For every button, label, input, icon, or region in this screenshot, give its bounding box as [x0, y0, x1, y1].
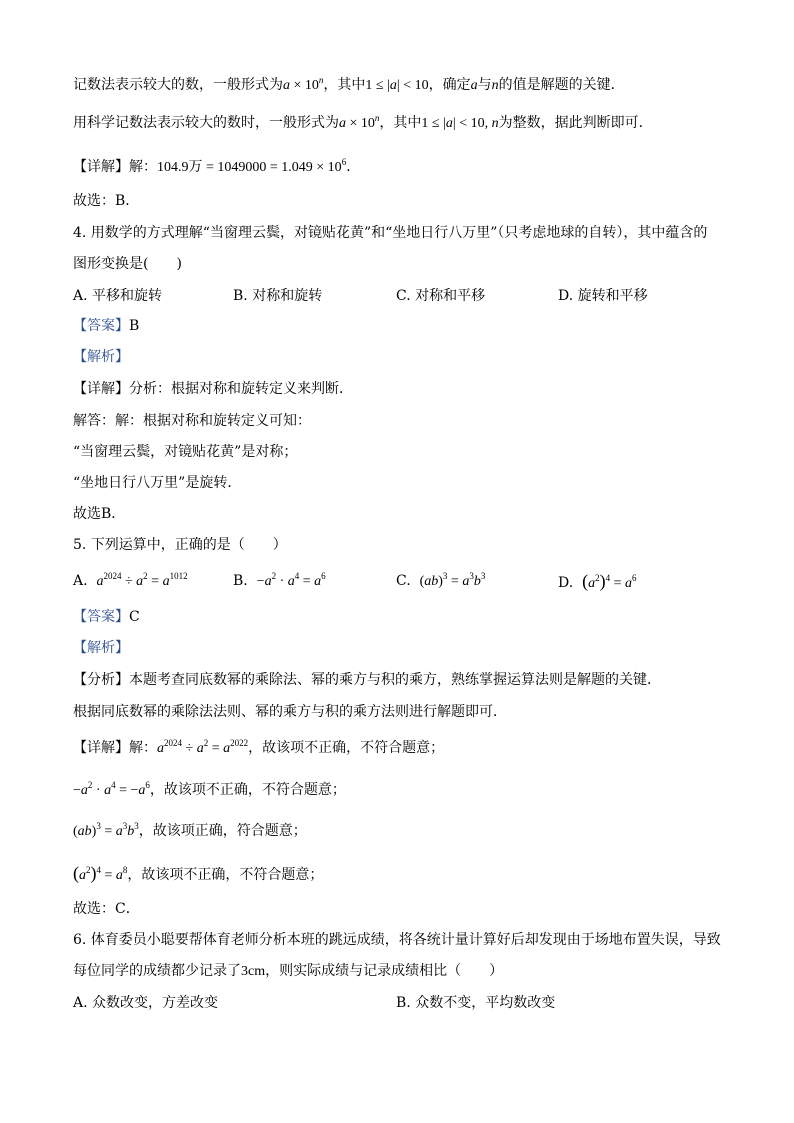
q5-detail-1: 【详解】解：$a^{2024} \div a^2 = a^{2022}$，故该项不正确，不符合题意； — [73, 738, 445, 756]
q3-note-line-2: 用科学记数法表示较大的数时，一般形式为$a \times 10^n$，其中1 ≤ |a| < 10, n为整数，据此判断即可． — [73, 113, 653, 131]
q4-answer — [73, 316, 139, 336]
q5-detail-3: $(ab)^3 = a^3b^3$，故该项正确，符合题意； — [73, 821, 307, 839]
q5-answer — [73, 607, 140, 627]
q4-option-d: D. 旋转和平移 — [558, 288, 648, 304]
text: 每位同学的成绩都少记录了 — [73, 963, 241, 979]
q4-stem-line-2: 图形变换是( ) — [73, 256, 182, 272]
q4-symmetry-line: “当窗理云鬓，对镜贴花黄”是对称； — [73, 444, 298, 460]
q4-option-a: A. 平移和旋转 — [73, 288, 163, 304]
text: ，故该项不正确，不符合题意； — [127, 867, 324, 883]
text: ． — [346, 159, 361, 175]
q6-option-a: A. 众数改变，方差改变 — [73, 995, 219, 1011]
text: ，故该项不正确，不符合题意； — [149, 782, 346, 798]
q4-detail — [73, 379, 353, 399]
text: 的值是解题的关键． — [498, 77, 625, 93]
answer-value: C — [129, 609, 140, 625]
text: 解： — [129, 159, 157, 175]
q5-fenxi — [73, 670, 661, 690]
q6-stem-line-1: 6. 体育委员小聪要帮体育老师分析本班的跳远成绩，将各统计量计算好后却发现由于场地布置失误，导致 — [73, 932, 721, 948]
detail-label: 【详解】 — [73, 740, 129, 756]
fenxi-label: 【分析】 — [73, 672, 129, 688]
exponent: 6 — [341, 157, 347, 167]
text: 分析：根据对称和旋转定义来判断． — [129, 381, 353, 397]
q3-choice: 故选：B． — [73, 193, 140, 209]
option-label: A. — [73, 573, 88, 589]
q5-option-c: C. $(ab)^3 = a^3b^3$ — [396, 571, 486, 589]
answer-label: 【答案】 — [73, 609, 129, 625]
q4-stem-line-1: 4. 用数学的方式理解“当窗理云鬓，对镜贴花黄”和“坐地日行八万里”（只考虑地球的自转），其中蕴含的 — [73, 225, 708, 241]
text: ，故该项正确，符合题意； — [138, 823, 307, 839]
text: 记数法表示较大的数，一般形式为 — [73, 77, 283, 93]
text: 为整数，据此判断即可． — [498, 115, 653, 131]
option-label: D. — [558, 575, 574, 591]
q5-choice: 故选：C． — [73, 901, 140, 917]
option-label: B. — [233, 573, 248, 589]
formula: 104.9万 = 1049000 = 1.049 × 10 — [157, 160, 342, 175]
text: 与 — [477, 77, 492, 93]
formula-a-times-10n: a — [283, 78, 290, 93]
text: ，故该项不正确，不符合题意； — [248, 740, 445, 756]
text: ，确定 — [428, 77, 471, 93]
q4-analysis-label: 【解析】 — [73, 349, 129, 365]
q5-detail-2: $-a^2 \cdot a^4 = -a^6$，故该项不正确，不符合题意； — [73, 780, 346, 798]
text: 用科学记数法表示较大的数时，一般形式为 — [73, 115, 339, 131]
q5-option-d: D. $(a^2)^4 = a^6$ — [558, 571, 637, 591]
text: 本题考查同底数幂的乘除法、幂的乘方与积的乘方，熟练掌握运算法则是解题的关键． — [129, 672, 661, 688]
answer-value: B — [129, 318, 140, 334]
q5-detail-4: $(a^2)^4 = a^8$，故该项不正确，不符合题意； — [73, 863, 324, 883]
q4-rotation-line: “坐地日行八万里”是旋转． — [73, 475, 242, 491]
q3-note-line-1: 记数法表示较大的数，一般形式为$a \times 10^n$，其中1 ≤ |a| < 10，确定a与n的值是解题的关键． — [73, 75, 625, 93]
option-label: C. — [396, 573, 411, 589]
text: ，其中 — [379, 115, 422, 131]
q5-stem: 5. 下列运算中，正确的是（ ） — [73, 537, 287, 553]
text: ，则实际成绩与记录成绩相比（ ） — [265, 963, 504, 979]
q5-analysis-label: 【解析】 — [73, 640, 129, 656]
q6-option-b: B. 众数不变，平均数改变 — [396, 995, 556, 1011]
value: 3cm — [241, 964, 266, 979]
q5-fenxi-line-2: 根据同底数幂的乘除法法则、幂的乘方与积的乘方法则进行解题即可． — [73, 704, 507, 720]
q4-choice: 故选B． — [73, 506, 126, 522]
q5-option-a: A. $a^{2024} \div a^2 = a^{1012}$ — [73, 571, 188, 589]
q4-solution: 解答：解：根据对称和旋转定义可知： — [73, 413, 311, 429]
q6-stem-line-2 — [73, 961, 503, 982]
q3-detail — [73, 157, 360, 178]
q4-option-b: B. 对称和旋转 — [233, 288, 323, 304]
detail-label: 【详解】 — [73, 381, 129, 397]
text: 解： — [129, 740, 157, 756]
detail-label: 【详解】 — [73, 159, 129, 175]
q4-option-c: C. 对称和平移 — [396, 288, 486, 304]
answer-label: 【答案】 — [73, 318, 129, 334]
text: ，其中 — [323, 77, 366, 93]
q5-option-b: B. $-a^2 \cdot a^4 = a^6$ — [233, 571, 326, 589]
